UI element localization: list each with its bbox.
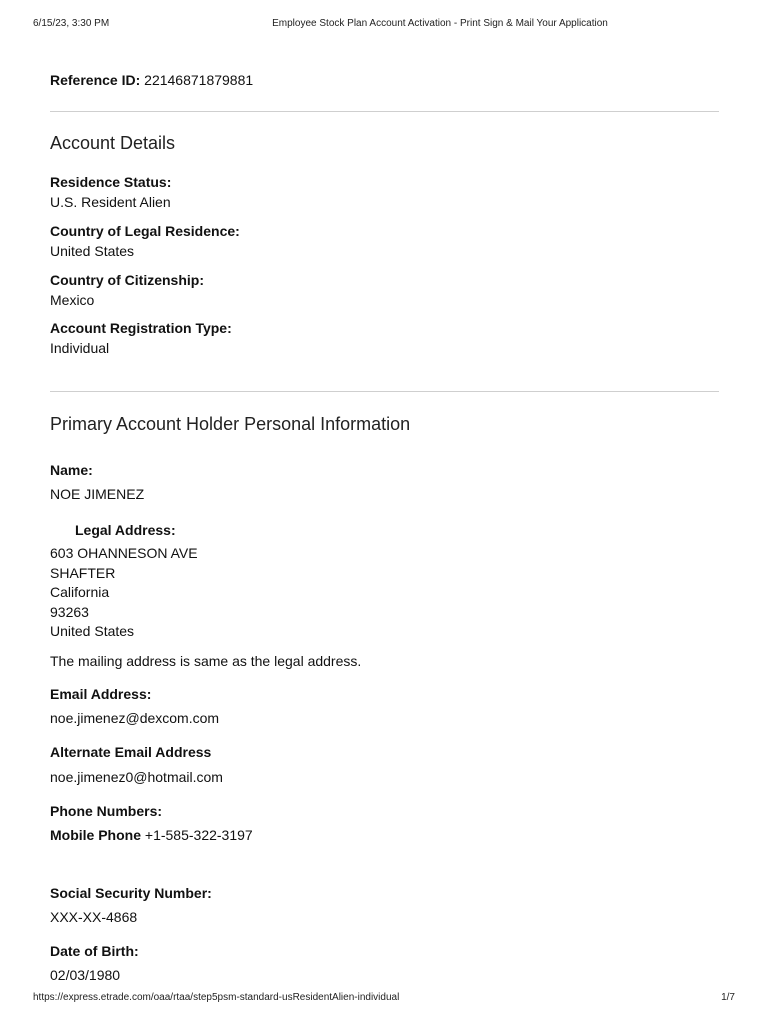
dob-label: Date of Birth:	[50, 943, 139, 959]
print-footer	[33, 992, 735, 1006]
ssn-label: Social Security Number:	[50, 885, 212, 901]
mobile-phone-row	[50, 827, 253, 843]
page-url: https://express.etrade.com/oaa/rtaa/step5psm-standard-usResidentAlien-individual	[33, 992, 400, 1003]
print-date: 6/15/23, 3:30 PM	[33, 18, 110, 29]
country-legal-residence-label: Country of Legal Residence:	[50, 223, 240, 239]
email-label: Email Address:	[50, 686, 152, 702]
divider	[50, 111, 719, 112]
country-citizenship-value: Mexico	[50, 292, 95, 308]
country-legal-residence-value: United States	[50, 243, 135, 259]
country-citizenship-label: Country of Citizenship:	[50, 272, 204, 288]
page-number: 1/7	[721, 992, 735, 1003]
mailing-address-note: The mailing address is same as the legal address.	[50, 653, 362, 669]
alternate-email-value: noe.jimenez0@hotmail.com	[50, 769, 223, 785]
email-value: noe.jimenez@dexcom.com	[50, 710, 220, 726]
name-label: Name:	[50, 462, 93, 478]
name-value: NOE JIMENEZ	[50, 486, 145, 502]
reference-id	[50, 72, 253, 88]
print-header	[33, 18, 735, 32]
account-details-title: Account Details	[50, 133, 176, 153]
address-street: 603 OHANNESON AVE	[50, 545, 198, 561]
legal-address-block	[50, 544, 198, 642]
dob-value: 02/03/1980	[50, 967, 121, 983]
document-title: Employee Stock Plan Account Activation - Print Sign & Mail Your Application	[272, 18, 608, 29]
ssn-value: XXX-XX-4868	[50, 909, 138, 925]
phone-numbers-label: Phone Numbers:	[50, 803, 163, 819]
address-state: California	[50, 584, 110, 600]
legal-address-label: Legal Address:	[75, 522, 176, 538]
divider	[50, 391, 719, 392]
alternate-email-label: Alternate Email Address	[50, 744, 212, 760]
residence-status-value: U.S. Resident Alien	[50, 194, 171, 210]
address-zip: 93263	[50, 603, 89, 620]
reference-id-label: Reference ID:	[50, 72, 141, 88]
personal-info-title: Primary Account Holder Personal Information	[50, 414, 411, 434]
residence-status-label: Residence Status:	[50, 174, 172, 190]
reference-id-value: 22146871879881	[144, 72, 254, 88]
registration-type-value: Individual	[50, 340, 110, 356]
mobile-phone-value: +1-585-322-3197	[144, 827, 253, 843]
address-city: SHAFTER	[50, 564, 116, 581]
address-country: United States	[50, 623, 135, 639]
mobile-phone-label: Mobile Phone	[50, 827, 141, 843]
registration-type-label: Account Registration Type:	[50, 320, 232, 336]
